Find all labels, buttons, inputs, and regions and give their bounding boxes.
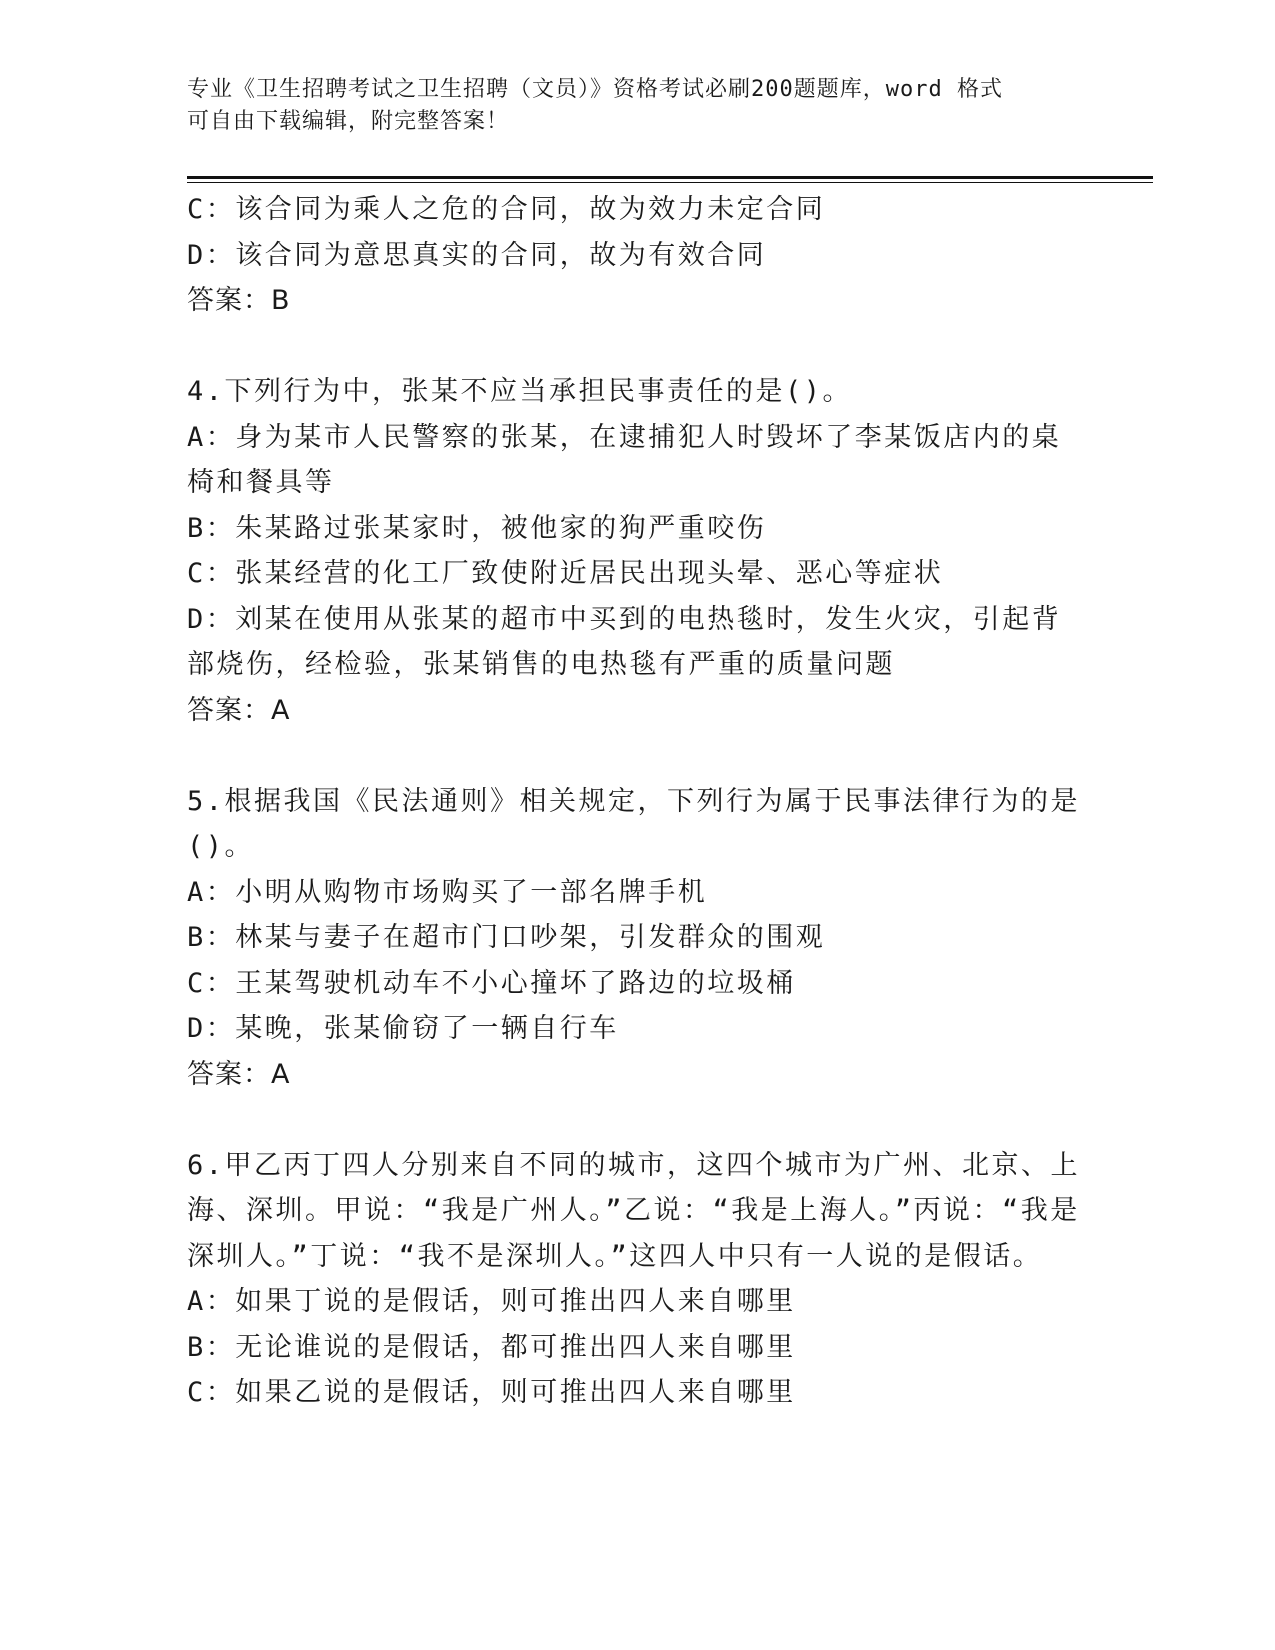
header-line-1: 专业《卫生招聘考试之卫生招聘（文员）》资格考试必刷200题题库，word 格式 bbox=[187, 77, 1003, 102]
option-c: C：该合同为乘人之危的合同，故为效力未定合同 bbox=[187, 194, 826, 225]
option-b: B：林某与妻子在超市门口吵架，引发群众的围观 bbox=[187, 922, 826, 953]
option-a: A：身为某市人民警察的张某，在逮捕犯人时毁坏了李某饭店内的桌椅和餐具等 bbox=[187, 421, 1062, 498]
header-line-2: 可自由下载编辑，附完整答案！ bbox=[187, 109, 510, 134]
question-content bbox=[187, 187, 1087, 1416]
question-stem: 6.甲乙丙丁四人分别来自不同的城市，这四个城市为广州、北京、上海、深圳。甲说：“我是广州人。”乙说：“我是上海人。”丙说：“我是深圳人。”丁说：“我不是深圳人。”这四人中只有一人说的是假话。 bbox=[187, 1149, 1081, 1272]
question-stem: 5.根据我国《民法通则》相关规定，下列行为属于民事法律行为的是()。 bbox=[187, 785, 1081, 862]
option-d: D：该合同为意思真实的合同，故为有效合同 bbox=[187, 239, 767, 271]
option-d: D：刘某在使用从张某的超市中买到的电热毯时，发生火灾，引起背部烧伤，经检验，张某销售的电热毯有严重的质量问题 bbox=[187, 603, 1062, 680]
answer-line: 答案：A bbox=[187, 1058, 291, 1090]
option-a: A：小明从购物市场购买了一部名牌手机 bbox=[187, 876, 708, 908]
previous-question-tail bbox=[187, 187, 1087, 324]
answer-line: 答案：A bbox=[187, 694, 291, 726]
question-6 bbox=[187, 1143, 1087, 1416]
option-b: B：无论谁说的是假话，都可推出四人来自哪里 bbox=[187, 1331, 796, 1363]
option-c: C：张某经营的化工厂致使附近居民出现头晕、恶心等症状 bbox=[187, 558, 944, 589]
spacer bbox=[187, 733, 1087, 779]
question-stem: 4.下列行为中，张某不应当承担民事责任的是()。 bbox=[187, 376, 853, 407]
option-b: B：朱某路过张某家时，被他家的狗严重咬伤 bbox=[187, 512, 767, 544]
option-a: A：如果丁说的是假话，则可推出四人来自哪里 bbox=[187, 1286, 796, 1317]
page-header bbox=[187, 74, 1067, 138]
option-c: C：王某驾驶机动车不小心撞坏了路边的垃圾桶 bbox=[187, 967, 796, 999]
option-d: D：某晚，张某偷窃了一辆自行车 bbox=[187, 1013, 619, 1044]
spacer bbox=[187, 1097, 1087, 1143]
option-c: C：如果乙说的是假话，则可推出四人来自哪里 bbox=[187, 1377, 796, 1408]
question-5 bbox=[187, 779, 1087, 1098]
header-rule-thick bbox=[187, 176, 1153, 179]
header-rule-thin bbox=[187, 182, 1153, 183]
answer-line: 答案：B bbox=[187, 285, 291, 316]
spacer bbox=[187, 324, 1087, 370]
question-4 bbox=[187, 369, 1087, 733]
